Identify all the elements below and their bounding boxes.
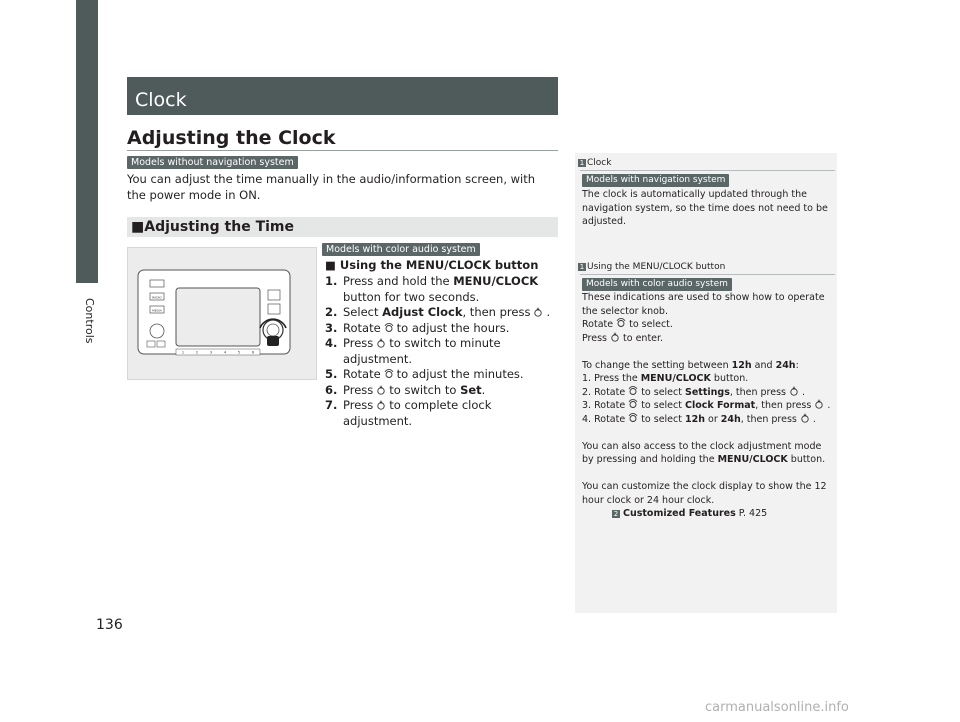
step-bold-text: Set — [460, 382, 482, 397]
note-text-part: 4. Rotate — [582, 413, 626, 425]
preset-button-label: 2 — [195, 350, 199, 355]
section-title: Adjusting the Clock — [127, 127, 336, 149]
step-text: . — [481, 382, 486, 397]
note-divider — [580, 170, 835, 171]
note-bold: 12h — [731, 359, 752, 371]
rotate-knob-icon — [628, 399, 638, 409]
note-line — [582, 372, 832, 386]
note-line — [582, 413, 832, 427]
note-menu-clock-heading — [578, 262, 725, 273]
step-3 — [325, 321, 560, 337]
note-text-part: . — [802, 386, 806, 398]
note-text-part: , then press — [755, 400, 812, 411]
note-text-part: to enter. — [623, 332, 664, 344]
step-text: Press — [343, 398, 374, 412]
note-text-part: To change the setting between — [582, 359, 732, 371]
preset-button-label: 1 — [181, 350, 185, 355]
badge-models-with-navigation: Models with navigation system — [582, 174, 729, 187]
preset-button-label: 4 — [223, 350, 227, 355]
note-text-part: or — [704, 413, 721, 425]
step-1 — [325, 274, 560, 305]
step-text: Press — [343, 336, 374, 350]
preset-button-label: 3 — [209, 350, 213, 355]
step-text: Press and hold the — [343, 274, 454, 288]
note-bold: 12h — [685, 413, 705, 425]
note-text-part: to select — [641, 413, 685, 425]
press-knob-icon — [789, 386, 799, 396]
note-bold: Clock Format — [685, 400, 756, 411]
note-clock-text: The clock is automatically updated through the navigation system, so the time does not need to be adjusted. — [582, 189, 828, 227]
step-6 — [325, 383, 560, 399]
press-knob-icon — [533, 307, 543, 317]
note-text-part: Press — [582, 332, 608, 344]
step-number: 1. — [325, 274, 338, 288]
note-text-part: 3. Rotate — [582, 400, 626, 411]
section-divider — [127, 150, 558, 151]
badge-models-color-audio-note: Models with color audio system — [582, 278, 732, 291]
step-text: button for two seconds. — [343, 289, 480, 304]
note-text-part: 2. Rotate — [582, 386, 626, 398]
page-number: 136 — [96, 617, 123, 633]
note-text-part: to select — [641, 400, 685, 411]
step-number: 3. — [325, 320, 338, 335]
rotate-knob-icon — [628, 386, 638, 396]
badge-models-color-audio: Models with color audio system — [322, 243, 480, 256]
note-text-part: and — [751, 359, 776, 371]
note-text-part: : — [795, 359, 799, 371]
note-line — [582, 440, 832, 467]
press-knob-icon — [800, 413, 810, 423]
step-text: Rotate — [343, 320, 381, 335]
note-title: Using the MENU/CLOCK button — [587, 262, 726, 272]
media-label: MEDIA — [152, 308, 162, 313]
xref-arrow-icon: 2 — [613, 510, 619, 518]
step-2 — [325, 305, 560, 321]
note-bold: 24h — [775, 359, 796, 371]
chapter-title: Clock — [135, 89, 187, 111]
subheading-adjusting-time — [131, 219, 294, 236]
cross-reference-link[interactable] — [582, 507, 832, 521]
note-text-part: Rotate — [582, 319, 614, 330]
rotate-knob-icon — [384, 323, 394, 333]
procedure-heading — [325, 258, 538, 273]
note-line: These indications are used to show how to operate the selector knob. — [582, 292, 825, 317]
note-marker-icon: 1 — [579, 263, 585, 271]
step-text: Press — [343, 382, 374, 397]
note-text-part: button. — [710, 373, 749, 384]
note-text-part: . — [812, 413, 816, 425]
step-text: Rotate — [343, 367, 381, 381]
badge-models-without-navigation: Models without navigation system — [127, 156, 298, 169]
preset-button-label: 6 — [251, 350, 255, 355]
step-text: to complete clock adjustment. — [343, 398, 492, 428]
preset-button-label: 5 — [237, 350, 241, 355]
note-text-part: . — [827, 400, 831, 411]
step-number: 5. — [325, 367, 338, 381]
xref-title: Customized Features — [623, 508, 736, 519]
note-bold: MENU/CLOCK — [640, 373, 711, 384]
step-number: 7. — [325, 398, 338, 412]
note-line — [582, 359, 832, 373]
procedure-heading-text: Using the MENU/CLOCK button — [339, 258, 539, 272]
subheading-text: Adjusting the Time — [144, 219, 295, 235]
chapter-side-tab — [76, 0, 98, 283]
note-line — [582, 386, 832, 400]
watermark: carmanualsonline.info — [705, 700, 849, 715]
note-marker-icon: 1 — [579, 159, 585, 167]
note-title: Clock — [587, 158, 612, 168]
audio-unit-illustration — [128, 248, 316, 379]
note-line — [582, 318, 832, 332]
step-text: , then press — [462, 305, 531, 319]
step-text: . — [546, 305, 551, 319]
press-knob-icon — [376, 338, 386, 348]
note-bold: 24h — [720, 413, 741, 425]
press-knob-icon — [376, 385, 386, 395]
note-text-part: You can also access to the clock adjustment mode by pressing and holding the — [582, 440, 822, 465]
note-clock-heading — [578, 158, 611, 169]
xref-page: P. 425 — [735, 508, 768, 519]
step-list — [325, 274, 560, 429]
side-tab-label: Controls — [83, 298, 96, 344]
procedure-marker: ■ — [325, 258, 336, 272]
note-line: You can customize the clock display to show the 12 hour clock or 24 hour clock. — [582, 481, 827, 506]
note-line — [582, 399, 832, 413]
audio-unit-figure — [127, 247, 317, 380]
intro-paragraph: You can adjust the time manually in the audio/information screen, with the power mode in ON. — [127, 172, 536, 202]
step-5 — [325, 367, 560, 383]
step-text: to adjust the hours. — [396, 320, 510, 335]
chapter-bar — [127, 77, 558, 115]
step-number: 6. — [325, 382, 338, 397]
press-knob-icon — [376, 400, 386, 410]
step-bold-text: MENU/CLOCK — [453, 274, 539, 288]
step-4 — [325, 336, 560, 367]
note-line — [582, 332, 832, 346]
note-divider — [580, 274, 835, 275]
rotate-knob-icon — [384, 369, 394, 379]
step-text: to switch to minute adjustment. — [343, 336, 501, 366]
note-text-part: to select. — [629, 319, 673, 330]
note-text-part: button. — [787, 454, 826, 465]
step-text: to adjust the minutes. — [396, 367, 524, 381]
preset-buttons — [176, 349, 260, 355]
note-text-part: , then press — [740, 413, 797, 425]
step-number: 2. — [325, 305, 338, 319]
step-number: 4. — [325, 336, 338, 350]
rotate-knob-icon — [616, 318, 626, 328]
note-text-part: 1. Press the — [582, 373, 641, 384]
note-bold: MENU/CLOCK — [717, 454, 788, 465]
note-bold: Settings — [685, 386, 730, 398]
press-knob-icon — [814, 399, 824, 409]
radio-label: RADIO — [152, 295, 162, 300]
step-bold-text: Adjust Clock — [382, 305, 463, 319]
step-7 — [325, 398, 560, 429]
rotate-knob-icon — [628, 413, 638, 423]
note-text-part: , then press — [729, 386, 786, 398]
note-menu-clock-text — [582, 291, 832, 521]
step-text: Select — [343, 305, 383, 319]
subheading-marker: ■ — [131, 219, 145, 235]
note-text-part: to select — [641, 386, 685, 398]
press-knob-icon — [610, 332, 620, 342]
step-text: to switch to — [389, 382, 461, 397]
